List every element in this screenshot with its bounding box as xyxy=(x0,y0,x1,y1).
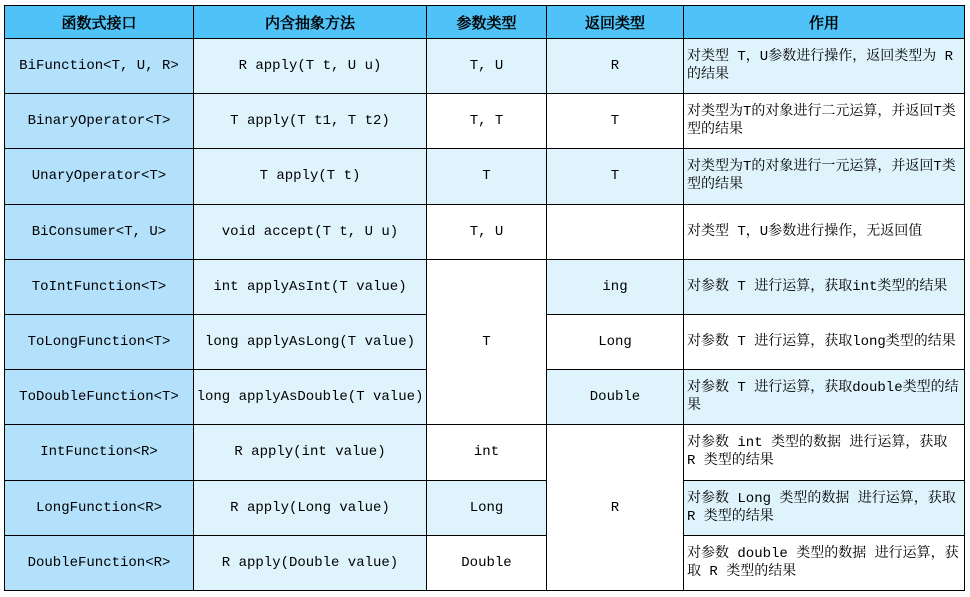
purpose-cell: 对类型 T，U参数进行操作，返回类型为 R 的结果 xyxy=(684,39,965,94)
interface-cell: BiFunction<T, U, R> xyxy=(5,39,194,94)
method-cell: void accept(T t, U u) xyxy=(194,204,427,259)
param-cell: T xyxy=(427,149,547,204)
return-cell xyxy=(547,204,684,259)
purpose-cell: 对类型 T，U参数进行操作，无返回值 xyxy=(684,204,965,259)
method-cell: long applyAsLong(T value) xyxy=(194,314,427,369)
table-row xyxy=(5,535,965,590)
purpose-cell: 对类型为T的对象进行二元运算，并返回T类型的结果 xyxy=(684,94,965,149)
param-cell: Double xyxy=(427,535,547,590)
header-return-type: 返回类型 xyxy=(547,6,684,39)
method-cell: T apply(T t1, T t2) xyxy=(194,94,427,149)
header-interface: 函数式接口 xyxy=(5,6,194,39)
method-cell: int applyAsInt(T value) xyxy=(194,259,427,314)
interface-cell: BinaryOperator<T> xyxy=(5,94,194,149)
method-cell: T apply(T t) xyxy=(194,149,427,204)
method-cell: R apply(Double value) xyxy=(194,535,427,590)
interface-cell: DoubleFunction<R> xyxy=(5,535,194,590)
return-cell: Double xyxy=(547,370,684,425)
purpose-cell: 对参数 T 进行运算，获取double类型的结果 xyxy=(684,370,965,425)
header-purpose: 作用 xyxy=(684,6,965,39)
interface-cell: UnaryOperator<T> xyxy=(5,149,194,204)
return-cell: T xyxy=(547,149,684,204)
table-row xyxy=(5,94,965,149)
return-cell: ing xyxy=(547,259,684,314)
table-row xyxy=(5,259,965,314)
method-cell: R apply(T t, U u) xyxy=(194,39,427,94)
return-cell-merged: R xyxy=(547,425,684,591)
functional-interface-table xyxy=(4,5,965,591)
return-cell: Long xyxy=(547,314,684,369)
method-cell: R apply(Long value) xyxy=(194,480,427,535)
interface-cell: LongFunction<R> xyxy=(5,480,194,535)
param-cell: Long xyxy=(427,480,547,535)
header-method: 内含抽象方法 xyxy=(194,6,427,39)
param-cell: int xyxy=(427,425,547,480)
header-param-type: 参数类型 xyxy=(427,6,547,39)
return-cell: R xyxy=(547,39,684,94)
method-cell: R apply(int value) xyxy=(194,425,427,480)
interface-cell: ToLongFunction<T> xyxy=(5,314,194,369)
param-cell: T, U xyxy=(427,39,547,94)
table-row xyxy=(5,204,965,259)
interface-cell: ToDoubleFunction<T> xyxy=(5,370,194,425)
interface-cell: BiConsumer<T, U> xyxy=(5,204,194,259)
table-row xyxy=(5,149,965,204)
interface-cell: ToIntFunction<T> xyxy=(5,259,194,314)
purpose-cell: 对参数 T 进行运算，获取int类型的结果 xyxy=(684,259,965,314)
return-cell: T xyxy=(547,94,684,149)
table-row xyxy=(5,39,965,94)
table-row xyxy=(5,480,965,535)
purpose-cell: 对参数 double 类型的数据 进行运算，获取 R 类型的结果 xyxy=(684,535,965,590)
param-cell: T, T xyxy=(427,94,547,149)
method-cell: long applyAsDouble(T value) xyxy=(194,370,427,425)
param-cell-merged: T xyxy=(427,259,547,425)
purpose-cell: 对参数 Long 类型的数据 进行运算，获取 R 类型的结果 xyxy=(684,480,965,535)
param-cell: T, U xyxy=(427,204,547,259)
purpose-cell: 对参数 T 进行运算，获取long类型的结果 xyxy=(684,314,965,369)
purpose-cell: 对类型为T的对象进行一元运算，并返回T类型的结果 xyxy=(684,149,965,204)
purpose-cell: 对参数 int 类型的数据 进行运算，获取 R 类型的结果 xyxy=(684,425,965,480)
interface-cell: IntFunction<R> xyxy=(5,425,194,480)
table-row xyxy=(5,425,965,480)
header-row xyxy=(5,6,965,39)
